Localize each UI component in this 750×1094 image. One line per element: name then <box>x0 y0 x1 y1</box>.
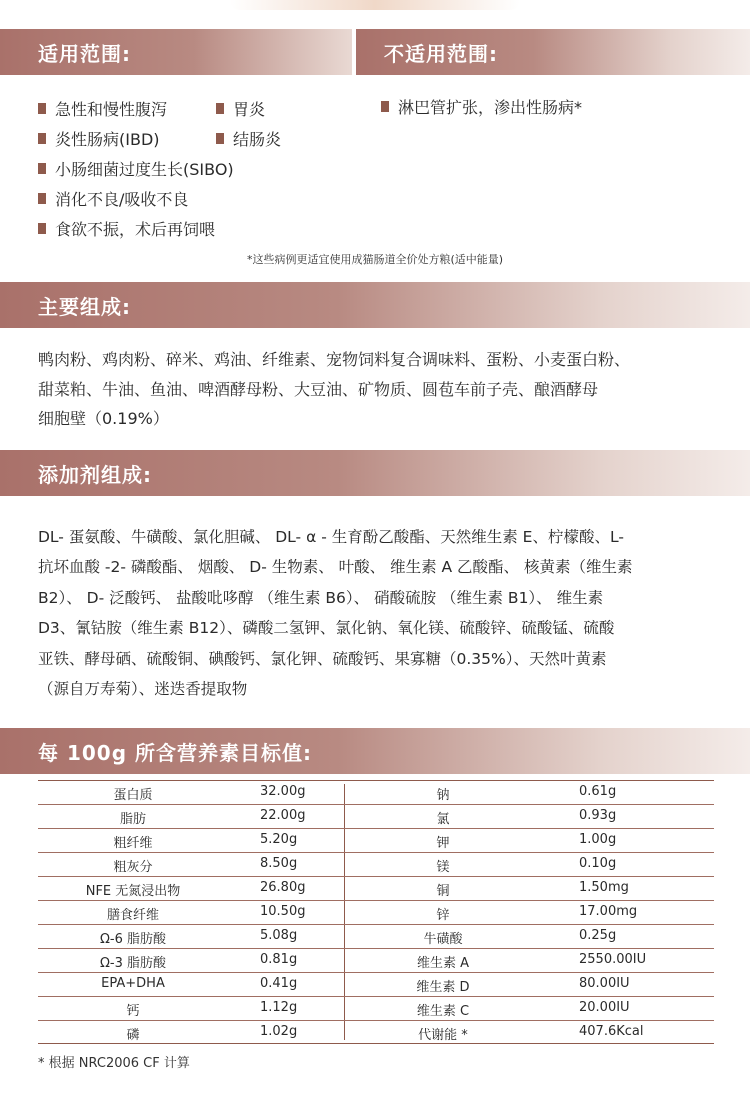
table-row <box>38 973 714 997</box>
table-cell: 牛磺酸 <box>423 932 463 947</box>
table-cell: 0.81g <box>260 952 298 967</box>
table-cell: 钠 <box>436 788 450 803</box>
table-cell: 钾 <box>436 836 450 851</box>
list-item-label: 淋巴管扩张，渗出性肠病* <box>398 98 583 117</box>
table-cell: 粗纤维 <box>113 836 153 851</box>
table-cell: 26.80g <box>260 880 306 895</box>
table-row <box>38 805 714 829</box>
table-cell: 粗灰分 <box>113 860 153 875</box>
table-cell: 2550.00IU <box>579 952 647 967</box>
table-cell: 0.10g <box>579 856 617 871</box>
table-row <box>38 781 714 805</box>
note-text: *这些病例更适宜使用成猫肠道全价处方粮(适中能量) <box>246 253 504 266</box>
table-row <box>38 901 714 925</box>
table-cell: 5.08g <box>260 928 298 943</box>
table-cell: 蛋白质 <box>113 788 153 803</box>
table-cell: 锌 <box>436 908 450 923</box>
list-item-label: 结肠炎 <box>233 130 282 149</box>
table-cell: Ω-3 脂肪酸 <box>99 956 167 971</box>
list-item-label: 食欲不振，术后再饲喂 <box>55 220 216 239</box>
table-cell: 0.61g <box>579 784 617 799</box>
table-row <box>38 925 714 949</box>
table-cell: NFE 无氮浸出物 <box>85 884 181 899</box>
table-cell: 维生素 C <box>416 1004 470 1019</box>
table-cell: 铜 <box>436 884 450 899</box>
table-cell: 0.41g <box>260 976 298 991</box>
table-cell: 磷 <box>126 1028 140 1043</box>
not-applicable-title: 不适用范围: <box>384 41 498 66</box>
table-row <box>38 949 714 973</box>
table-cell: 维生素 A <box>416 956 470 971</box>
table-row <box>38 877 714 901</box>
table-cell: 脂肪 <box>119 812 146 827</box>
list-item-label: 消化不良/吸收不良 <box>55 190 189 209</box>
additives-text <box>38 0 718 700</box>
table-row <box>38 1021 714 1045</box>
nutrition-header <box>0 728 750 774</box>
composition-line: 甜菜粕、牛油、鱼油、啤酒酵母粉、大豆油、矿物质、圆苞车前子壳、酿酒酵母 <box>38 380 599 399</box>
table-cell: 0.93g <box>579 808 617 823</box>
table-cell: 镁 <box>436 860 450 875</box>
table-cell: 1.00g <box>579 832 617 847</box>
table-cell: 20.00IU <box>579 1000 630 1015</box>
table-row <box>38 853 714 877</box>
table-cell: 5.20g <box>260 832 298 847</box>
nutrition-footnote: * 根据 NRC2006 CF 计算 <box>38 1056 190 1071</box>
list-item-label: 急性和慢性腹泻 <box>55 100 168 119</box>
table-cell: 8.50g <box>260 856 298 871</box>
list-item-label: 胃炎 <box>233 100 266 119</box>
table-cell: 32.00g <box>260 784 306 799</box>
table-cell: 氯 <box>436 812 450 827</box>
composition-line: 细胞壁（0.19%） <box>38 409 169 428</box>
table-cell: 1.50mg <box>579 880 629 895</box>
table-cell: 膳食纤维 <box>106 908 159 923</box>
table-cell: 1.12g <box>260 1000 298 1015</box>
table-cell: 维生素 D <box>416 980 470 995</box>
additives-line: 亚铁、酵母硒、硫酸铜、碘酸钙、氯化钾、硫酸钙、果寡糖（0.35%）、天然叶黄素 <box>38 650 607 668</box>
table-cell: 代谢能 * <box>418 1028 468 1043</box>
nutrition-title: 每 100g 所含营养素目标值: <box>38 740 312 765</box>
additives-line: D3、氰钴胺（维生素 B12）、磷酸二氢钾、氯化钠、氧化镁、硫酸锌、硫酸锰、硫酸 <box>38 619 615 637</box>
list-item-label: 小肠细菌过度生长(SIBO) <box>55 160 234 179</box>
table-cell: 0.25g <box>579 928 617 943</box>
composition-line: 鸭肉粉、鸡肉粉、碎米、鸡油、纤维素、宠物饲料复合调味料、蛋粉、小麦蛋白粉、 <box>38 350 631 369</box>
list-item-label: 炎性肠病(IBD) <box>55 130 160 149</box>
additives-line: DL- 蛋氨酸、牛磺酸、氯化胆碱、 DL- α - 生育酚乙酸酯、天然维生素 E、柠檬酸、L- <box>38 528 624 546</box>
table-cell: 1.02g <box>260 1024 298 1039</box>
additives-title: 添加剂组成: <box>38 462 152 487</box>
table-cell: EPA+DHA <box>101 976 165 991</box>
table-cell: 22.00g <box>260 808 306 823</box>
table-cell: Ω-6 脂肪酸 <box>99 932 167 947</box>
table-row <box>38 997 714 1021</box>
table-cell: 10.50g <box>260 904 306 919</box>
applicable-title: 适用范围: <box>38 41 131 66</box>
additives-line: 抗坏血酸 -2- 磷酸酯、 烟酸、 D- 生物素、 叶酸、 维生素 A 乙酸酯、 核黄素（维生素 <box>38 558 633 576</box>
composition-title: 主要组成: <box>38 294 131 319</box>
nutrition-table <box>38 780 714 1044</box>
additives-line: B2）、 D- 泛酸钙、 盐酸吡哆醇 （维生素 B6）、 硝酸硫胺 （维生素 B1）、 维生素 <box>38 589 604 607</box>
table-cell: 17.00mg <box>579 904 638 919</box>
table-cell: 钙 <box>126 1004 140 1019</box>
table-cell: 80.00IU <box>579 976 630 991</box>
additives-line: （源自万寿菊）、迷迭香提取物 <box>38 680 248 698</box>
table-row <box>38 829 714 853</box>
table-cell: 407.6Kcal <box>579 1024 644 1039</box>
